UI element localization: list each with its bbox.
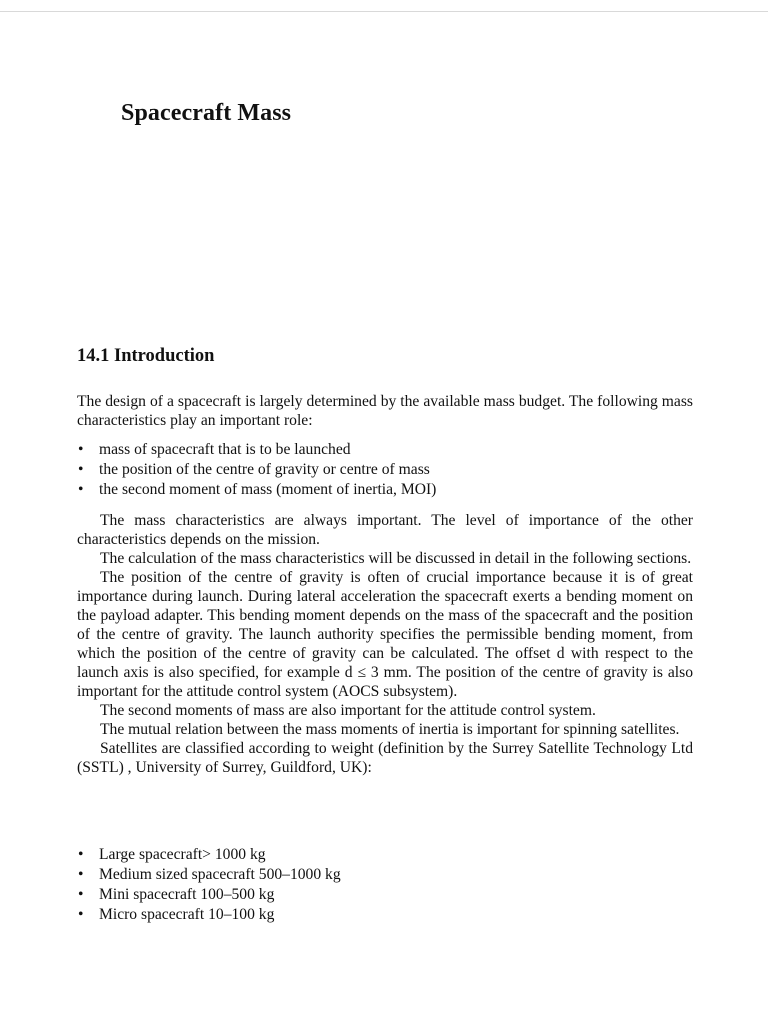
mass-characteristics-list-block — [77, 440, 693, 500]
list-item: • mass of spacecraft that is to be launched — [77, 440, 693, 460]
mass-characteristics-list — [77, 440, 693, 500]
intro-paragraph: The design of a spacecraft is largely determined by the available mass budget. The following mass characteristics play an important role: — [77, 393, 693, 429]
satellite-classes-list-block — [77, 845, 693, 925]
list-item: • Micro spacecraft 10–100 kg — [77, 905, 693, 925]
section-heading: 14.1 Introduction — [77, 346, 215, 366]
body-paragraphs — [77, 511, 693, 777]
list-item: • the second moment of mass (moment of inertia, MOI) — [77, 480, 693, 500]
paragraph-calculation: The calculation of the mass characteristics will be discussed in detail in the following sections. — [100, 550, 692, 567]
paragraph-centre-of-gravity: The position of the centre of gravity is often of crucial importance because it is of great importance during launch. During lateral acceleration the spacecraft exerts a bending moment on the payload adapter. This bending moment depends on the mass of the spacecraft and the position of the centre of gravity. The launch authority specifies the permissible bending moment, from which the position of the centre of gravity can be calculated. The offset d with respect to the launch axis is also specified, for example d ≤ 3 mm. The position of the centre of gravity is also important for the attitude control system (AOCS subsystem). — [77, 569, 693, 700]
paragraph-spinning-satellites: The mutual relation between the mass moments of inertia is important for spinning satellites. — [100, 721, 680, 738]
paragraph-second-moments: The second moments of mass are also important for the attitude control system. — [100, 702, 596, 719]
list-item: • Medium sized spacecraft 500–1000 kg — [77, 865, 693, 885]
chapter-title: Spacecraft Mass — [121, 100, 292, 126]
list-item: • Large spacecraft> 1000 kg — [77, 845, 693, 865]
list-item: • Mini spacecraft 100–500 kg — [77, 885, 693, 905]
list-item: • the position of the centre of gravity or centre of mass — [77, 460, 693, 480]
paragraph-classification: Satellites are classified according to weight (definition by the Surrey Satellite Technology Ltd (SSTL) , University of Surrey, Guildford, UK): — [77, 740, 693, 776]
paragraph-importance: The mass characteristics are always important. The level of importance of the other characteristics depends on the mission. — [77, 512, 693, 548]
intro-paragraph-block — [77, 392, 693, 430]
satellite-classes-list — [77, 845, 693, 925]
page-top-rule — [0, 11, 768, 12]
